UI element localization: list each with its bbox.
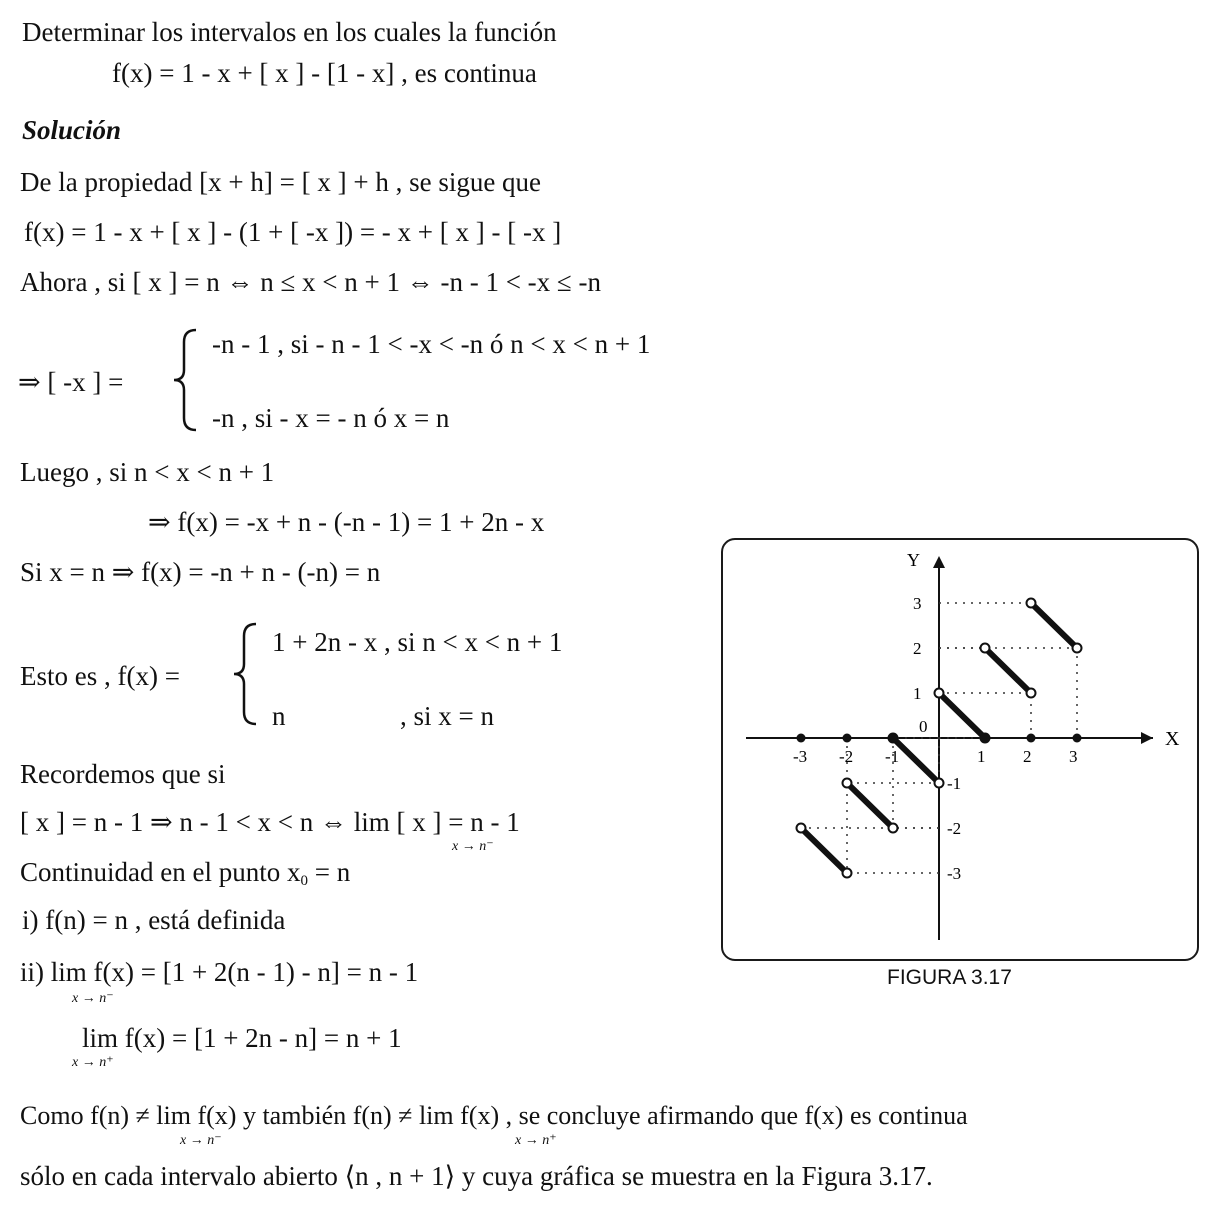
continuity-text: Continuidad en el punto x bbox=[20, 857, 301, 887]
open-point bbox=[889, 824, 898, 833]
problem-function: f(x) = 1 - x + [ x ] - [1 - x] , es continua bbox=[112, 58, 537, 88]
axis-point bbox=[797, 734, 806, 743]
solution-heading: Solución bbox=[22, 115, 122, 145]
axis-point bbox=[981, 734, 990, 743]
limit-subscript: x → n⁻ bbox=[180, 1133, 222, 1148]
graph-segment bbox=[801, 828, 847, 873]
axis-point bbox=[1073, 734, 1082, 743]
open-point bbox=[843, 869, 852, 878]
x-tick-label: 2 bbox=[1023, 747, 1032, 766]
subscript-zero: 0 bbox=[300, 873, 308, 889]
graph-segment bbox=[847, 783, 893, 828]
limit-subscript: x → n⁻ bbox=[72, 991, 114, 1006]
open-point bbox=[935, 689, 944, 698]
case-b: -n , si - x = - n ó x = n bbox=[212, 403, 450, 433]
limit-subscript: x → n⁺ bbox=[515, 1133, 557, 1148]
x-axis-label: X bbox=[1165, 728, 1180, 750]
y-axis-arrow-icon bbox=[933, 556, 945, 568]
y-tick-label: -3 bbox=[947, 864, 962, 883]
open-point bbox=[797, 824, 806, 833]
function-graph bbox=[721, 538, 1199, 961]
open-point bbox=[1027, 689, 1036, 698]
y-tick-label: -1 bbox=[947, 774, 962, 793]
case-lhs: ⇒ [ -x ] = bbox=[18, 367, 124, 397]
left-brace-icon bbox=[170, 328, 200, 432]
y-axis-label: Y bbox=[907, 550, 920, 570]
open-point bbox=[843, 779, 852, 788]
y-tick-label: 2 bbox=[913, 639, 922, 658]
esto-b-right: , si x = n bbox=[400, 701, 494, 731]
item-ii-b: lim f(x) = [1 + 2n - n] = n + 1 bbox=[82, 1023, 402, 1053]
axis-point bbox=[889, 734, 898, 743]
item-i: i) f(n) = n , está definida bbox=[22, 905, 286, 935]
problem-statement: Determinar los intervalos en los cuales la función bbox=[22, 17, 557, 47]
limit-subscript: x → n⁺ bbox=[72, 1055, 114, 1070]
x-tick-label: -2 bbox=[839, 747, 854, 766]
esto-lhs: Esto es , f(x) = bbox=[20, 661, 180, 691]
solution-line-7: Recordemos que si bbox=[20, 759, 226, 789]
x-tick-label: 0 bbox=[919, 717, 928, 736]
solution-line-8: [ x ] = n - 1 ⇒ n - 1 < x < n ⇔ lim [ x ] = n - 1 bbox=[20, 807, 520, 837]
solution-line-2: f(x) = 1 - x + [ x ] - (1 + [ -x ]) = - x + [ x ] - [ -x ] bbox=[24, 217, 562, 247]
solution-line-6: Si x = n ⇒ f(x) = -n + n - (-n) = n bbox=[20, 557, 381, 587]
conclusion-line-1: Como f(n) ≠ lim f(x) y también f(n) ≠ lim f(x) , se concluye afirmando que f(x) es continua bbox=[20, 1101, 968, 1130]
open-point bbox=[935, 779, 944, 788]
continuity-point: = n bbox=[307, 857, 351, 887]
solution-line-1: De la propiedad [x + h] = [ x ] + h , se sigue que bbox=[20, 167, 542, 197]
axis-point bbox=[1027, 734, 1036, 743]
x-tick-label: 1 bbox=[977, 747, 986, 766]
case-a: -n - 1 , si - n - 1 < -x < -n ó n < x < n + 1 bbox=[212, 329, 651, 359]
x-tick-label: -1 bbox=[885, 747, 900, 766]
solution-line-4: Luego , si n < x < n + 1 bbox=[20, 457, 275, 487]
y-tick-label: 3 bbox=[913, 594, 922, 613]
y-tick-label: -2 bbox=[947, 819, 962, 838]
esto-b-left: n bbox=[272, 701, 286, 731]
x-tick-label: 3 bbox=[1069, 747, 1078, 766]
x-tick-label: -3 bbox=[793, 747, 808, 766]
open-point bbox=[1073, 644, 1082, 653]
axis-point bbox=[843, 734, 852, 743]
figure-caption: FIGURA 3.17 bbox=[887, 966, 1012, 989]
left-brace-icon bbox=[230, 622, 260, 726]
limit-subscript: x → n⁻ bbox=[452, 839, 494, 854]
graph-segment bbox=[985, 648, 1031, 693]
solution-line-5: ⇒ f(x) = -x + n - (-n - 1) = 1 + 2n - x bbox=[148, 507, 545, 537]
graph-segment bbox=[893, 738, 939, 783]
open-point bbox=[981, 644, 990, 653]
y-tick-label: 1 bbox=[913, 684, 922, 703]
solution-line-9 bbox=[20, 856, 350, 893]
graph-segment bbox=[939, 693, 985, 738]
esto-a: 1 + 2n - x , si n < x < n + 1 bbox=[272, 627, 563, 657]
solution-line-3: Ahora , si [ x ] = n ⇔ n ≤ x < n + 1 ⇔ -n - 1 < -x ≤ -n bbox=[20, 267, 601, 297]
x-axis-arrow-icon bbox=[1141, 732, 1153, 744]
item-ii: ii) lim f(x) = [1 + 2(n - 1) - n] = n - 1 bbox=[20, 957, 419, 987]
open-point bbox=[1027, 599, 1036, 608]
graph-segment bbox=[1031, 603, 1077, 648]
conclusion-line-2: sólo en cada intervalo abierto ⟨n , n + 1⟩ y cuya gráfica se muestra en la Figura 3.17. bbox=[20, 1161, 933, 1191]
